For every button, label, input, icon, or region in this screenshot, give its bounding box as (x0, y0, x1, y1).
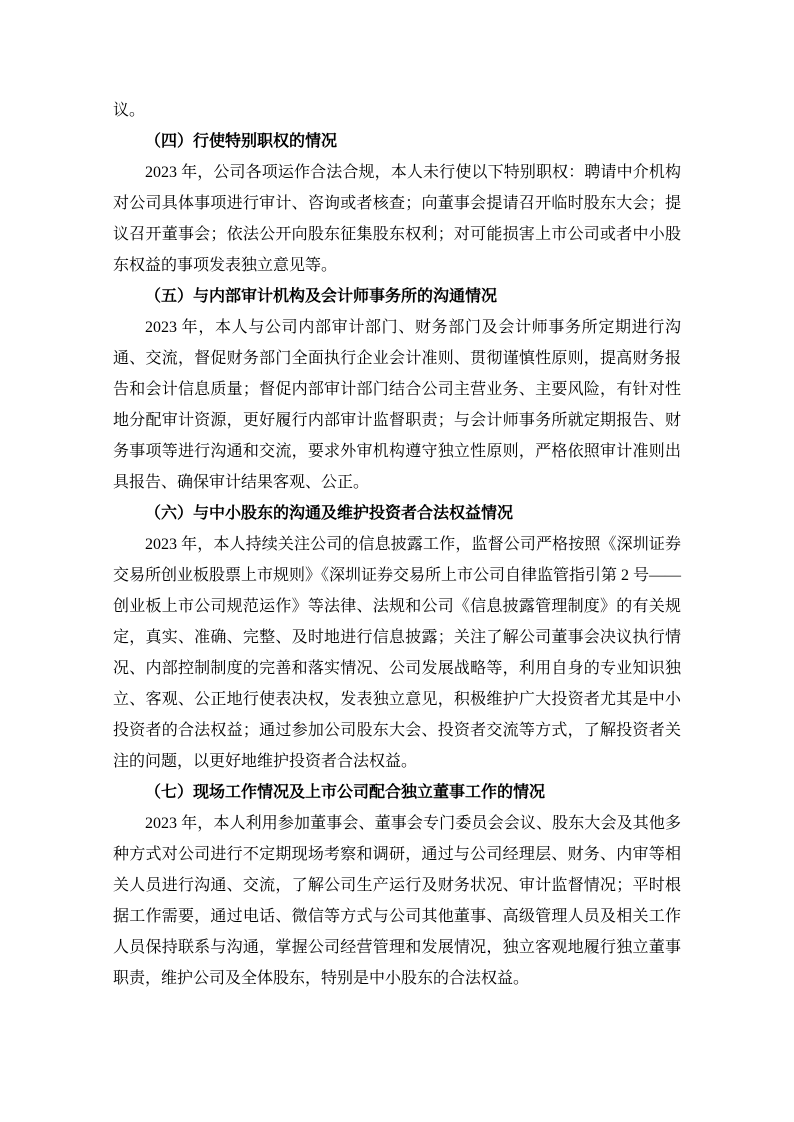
section-heading-7: （七）现场工作情况及上市公司配合独立董事工作的情况 (145, 784, 546, 801)
section-7-paragraph: 2023 年，本人利用参加董事会、董事会专门委员会会议、股东大会及其他多种方式对公司进行不定期现场考察和调研，通过与公司经理层、财务、内审等相关人员进行沟通、交流，了解公司生产运行及财务状况、审计监督情况；平时根据工作需要，通过电话、微信等方式与公司其他董事、高级管理人员及相关工作人员保持联系与沟通，掌握公司经营管理和发展情况，独立客观地履行独立董事职责，维护公司及全体股东，特别是中小股东的合法权益。 (113, 815, 681, 987)
section-4-paragraph: 2023 年，公司各项运作合法合规，本人未行使以下特别职权：聘请中介机构对公司具体事项进行审计、咨询或者核查；向董事会提请召开临时股东大会；提议召开董事会；依法公开向股东征集股东权利；对可能损害上市公司或者中小股东权益的事项发表独立意见等。 (113, 164, 681, 274)
section-6-paragraph: 2023 年，本人持续关注公司的信息披露工作，监督公司严格按照《深圳证券交易所创业板股票上市规则》《深圳证券交易所上市公司自律监管指引第 2 号——创业板上市公司规范运作》等法律、法规和公司《信息披露管理制度》的有关规定，真实、准确、完整、及时地进行信息披露；关注了解公司董事会决议执行情况、内部控制制度的完善和落实情况、公司发展战略等，利用自身的专业知识独立、客观、公正地行使表决权，发表独立意见，积极维护广大投资者尤其是中小投资者的合法权益；通过参加公司股东大会、投资者交流等方式，了解投资者关注的问题，以更好地维护投资者合法权益。 (113, 536, 682, 770)
section-heading-4: （四）行使特别职权的情况 (145, 133, 338, 150)
document-content (113, 95, 681, 994)
paragraph-continuation: 议。 (113, 102, 146, 119)
section-5-paragraph: 2023 年，本人与公司内部审计部门、财务部门及会计师事务所定期进行沟通、交流，督促财务部门全面执行企业会计准则、贯彻谨慎性原则，提高财务报告和会计信息质量；督促内部审计部门结合公司主营业务、主要风险，有针对性地分配审计资源，更好履行内部审计监督职责；与会计师事务所就定期报告、财务事项等进行沟通和交流，要求外审机构遵守独立性原则，严格依照审计准则出具报告、确保审计结果客观、公正。 (113, 319, 681, 491)
section-heading-5: （五）与内部审计机构及会计师事务所的沟通情况 (145, 288, 498, 305)
section-heading-6: （六）与中小股东的沟通及维护投资者合法权益情况 (145, 505, 514, 522)
